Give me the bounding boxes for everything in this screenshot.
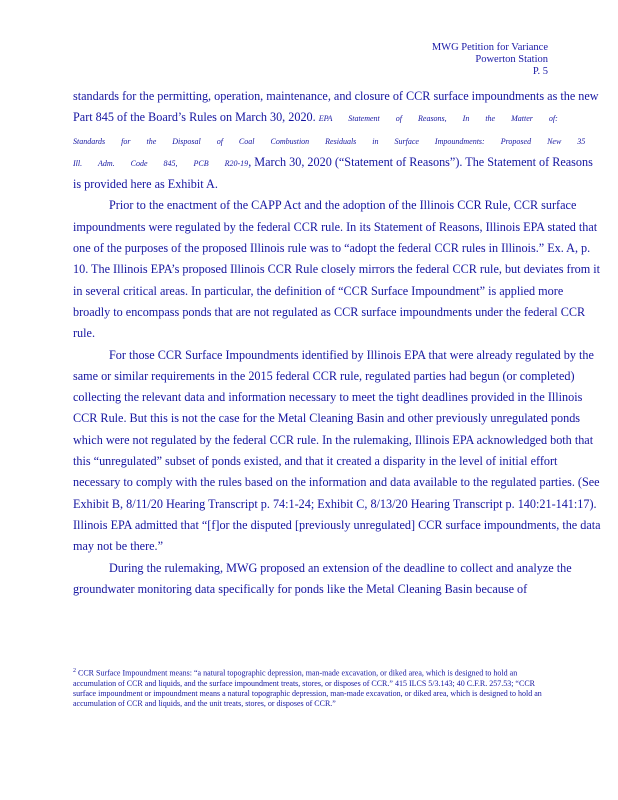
paragraph-3: For those CCR Surface Impoundments identified by Illinois EPA that were already regulated by the same or similar requirements in the 2015 federal CCR rule, regulated parties had begun (or completed) collecting the relevant data and information necessary to meet the tight deadlines provided in the Illinois CCR Rule. But this is not the case for the Metal Cleaning Basin and other previously unregulated ponds which were not regulated by the federal CCR rule. In the rulemaking, Illinois EPA acknowledged both that this “unregulated” subset of ponds existed, and that it created a disparity in the level of initial effort necessary to comply with the rules based on the information and data available to the regulated parties. (See Exhibit B, 8/11/20 Hearing Transcript p. 74:1-24; Exhibit C, 8/13/20 Hearing Transcript p. 140:21-141:17). Illinois EPA admitted that “[f]or the disputed [previously unregulated] CCR surface impoundments, the data may not be there.”	[73, 347, 601, 554]
header-petition-title: MWG Petition for Variance	[431, 42, 548, 53]
paragraph-1	[73, 86, 601, 195]
footnote	[73, 666, 549, 709]
body-text	[73, 86, 601, 600]
page-header	[432, 42, 548, 78]
paragraph-2: Prior to the enactment of the CAPP Act and the adoption of the Illinois CCR Rule, CCR surface impoundments were regulated by the federal CCR rule. In its Statement of Reasons, Illinois EPA stated that one of the purposes of the proposed Illinois rule was to “adopt the federal CCR rules in Illinois.” Ex. A, p. 10. The Illinois EPA’s proposed Illinois CCR Rule closely mirrors the federal CCR rule, but deviates from it in several critical areas. In particular, the definition of “CCR Surface Impoundment” is applied more broadly to encompass ponds that are not regulated as CCR surface impoundments under the federal CCR rule.	[73, 198, 601, 341]
paragraph-1-text-b: , March 30, 2020 (“Statement of Reasons”). The Statement of Reasons is provided here as Exhibit A.	[73, 154, 593, 192]
footnote-text: CCR Surface Impoundment means: “a natural topographic depression, man-made excavation, or diked area, which is designed to hold an accumulation of CCR and liquids, and the surface impoundment treats, stores, or disposes of CCR.” 415 ILCS 5/3.143; 40 C.F.R. 257.53; “CCR surface impoundment or impoundment means a natural topographic depression, man-made excavation, or diked area, which is designed to hold an accumulation of CCR and liquids, and the unit treats, stores, or disposes of CCR.”	[73, 668, 542, 709]
footnote-mark: 2	[73, 668, 76, 674]
statement-of-reasons-citation: EPA Statement of Reasons, In the Matter of: Standards for the Disposal of Coal Combustion Residuals in Surface Impoundments: Proposed New 35 Ill. Adm. Code 845, PCB R20-19	[73, 114, 586, 168]
header-station-name: Powerton Station	[475, 54, 548, 65]
paragraph-1-text-a: standards for the permitting, operation, maintenance, and closure of CCR surface impoundments as the new Part 845 of the Board’s Rules on March 30, 2020.	[73, 89, 599, 125]
paragraph-4: During the rulemaking, MWG proposed an extension of the deadline to collect and analyze the groundwater monitoring data specifically for ponds like the Metal Cleaning Basin because of	[73, 560, 572, 596]
header-page-number: P. 5	[532, 66, 548, 77]
